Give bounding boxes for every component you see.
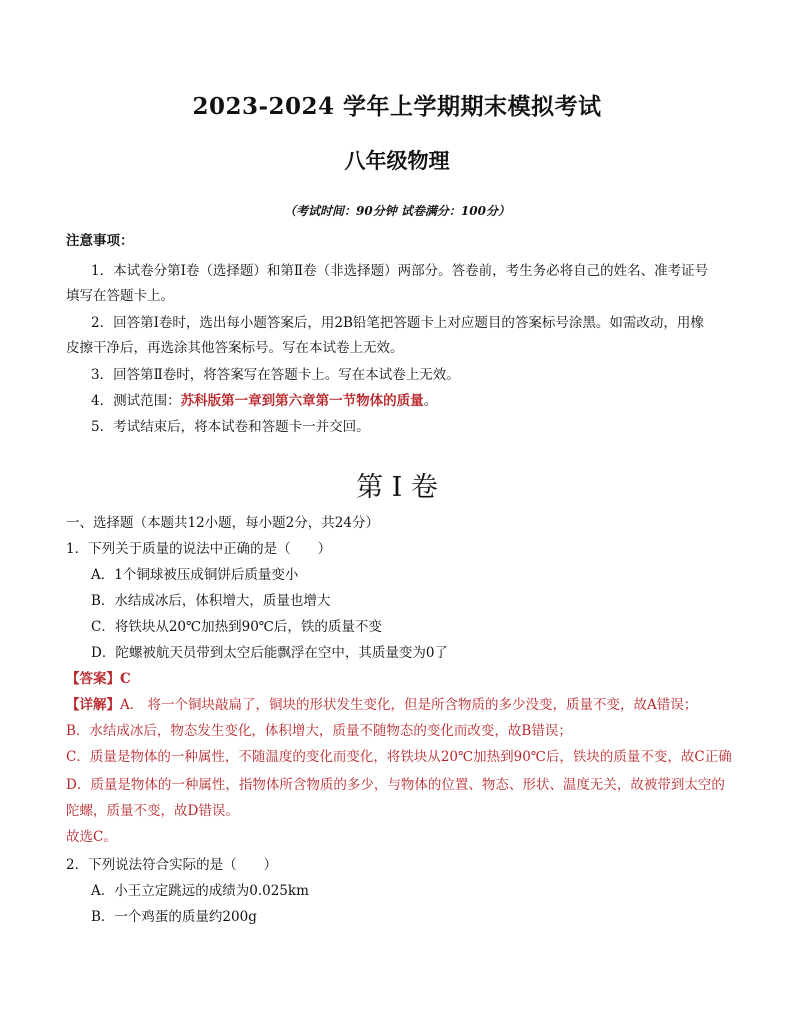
exam-subtitle: 八年级物理 — [344, 148, 450, 173]
notice-item-1-line-1: 1．本试卷分第Ⅰ卷（选择题）和第Ⅱ卷（非选择题）两部分。答卷前，考生务必将自己的姓名、准考证号 — [91, 263, 709, 279]
question-1-stem: 1．下列关于质量的说法中正确的是（ ） — [66, 541, 332, 557]
question-1-detail-d-line-2: 陀螺，质量不变，故D错误。 — [66, 803, 239, 819]
notice-item-4 — [91, 392, 437, 410]
notice-item-3: 3．回答第Ⅱ卷时，将答案写在答题卡上。写在本试卷上无效。 — [91, 367, 460, 383]
question-1-option-c: C．将铁块从20℃加热到90℃后，铁的质量不变 — [91, 619, 382, 635]
detail-label: 【详解】 — [66, 697, 120, 713]
question-1-option-b: B．水结成冰后，体积增大，质量也增大 — [91, 593, 331, 609]
notice-item-4-suffix: 。 — [423, 393, 438, 409]
question-1-detail-d-line-1: D．质量是物体的一种属性，指物体所含物质的多少，与物体的位置、物态、形状、温度无关，故被带到太空的 — [66, 777, 725, 793]
detail-a-text: A． 将一个铜块敲扁了，铜块的形状发生变化，但是所含物质的多少没变，质量不变，故A错误； — [120, 697, 698, 713]
exam-title: 2023-2024 学年上学期期末模拟考试 — [192, 93, 602, 120]
notice-item-1-line-2: 填写在答题卡上。 — [66, 288, 174, 304]
notice-item-5: 5．考试结束后，将本试卷和答题卡一并交回。 — [91, 419, 370, 435]
test-scope: 苏科版第一章到第六章第一节物体的质量 — [180, 393, 424, 409]
notice-heading: 注意事项： — [66, 233, 134, 249]
question-1-option-d: D．陀螺被航天员带到太空后能飘浮在空中，其质量变为0了 — [91, 645, 448, 661]
question-2-stem: 2．下列说法符合实际的是（ ） — [66, 857, 278, 873]
question-2-option-a: A．小王立定跳远的成绩为0.025km — [91, 883, 309, 899]
part-heading: 一、选择题（本题共12小题，每小题2分，共24分） — [66, 515, 379, 531]
question-1-detail-b: B．水结成冰后，物态发生变化，体积增大，质量不随物态的变化而改变，故B错误； — [66, 723, 572, 739]
notice-item-2-line-2: 皮擦干净后，再选涂其他答案标号。写在本试卷上无效。 — [66, 340, 404, 356]
question-1-answer: 【答案】C — [66, 671, 131, 687]
notice-item-2-line-1: 2．回答第Ⅰ卷时，选出每小题答案后，用2B铅笔把答题卡上对应题目的答案标号涂黑。如需改动，用橡 — [91, 315, 704, 331]
question-2-option-b: B．一个鸡蛋的质量约200g — [91, 909, 257, 925]
question-1-detail-a — [66, 696, 697, 714]
exam-info: （考试时间：90分钟 试卷满分：100分） — [284, 204, 510, 218]
question-1-option-a: A．1个铜球被压成铜饼后质量变小 — [91, 567, 299, 583]
question-1-conclusion: 故选C。 — [66, 829, 117, 845]
question-1-detail-c: C．质量是物体的一种属性，不随温度的变化而变化，将铁块从20℃加热到90℃后，铁块的质量不变，故C正确 — [66, 749, 732, 765]
section-title: 第 I 卷 — [356, 472, 438, 503]
notice-item-4-prefix: 4．测试范围： — [91, 393, 181, 409]
